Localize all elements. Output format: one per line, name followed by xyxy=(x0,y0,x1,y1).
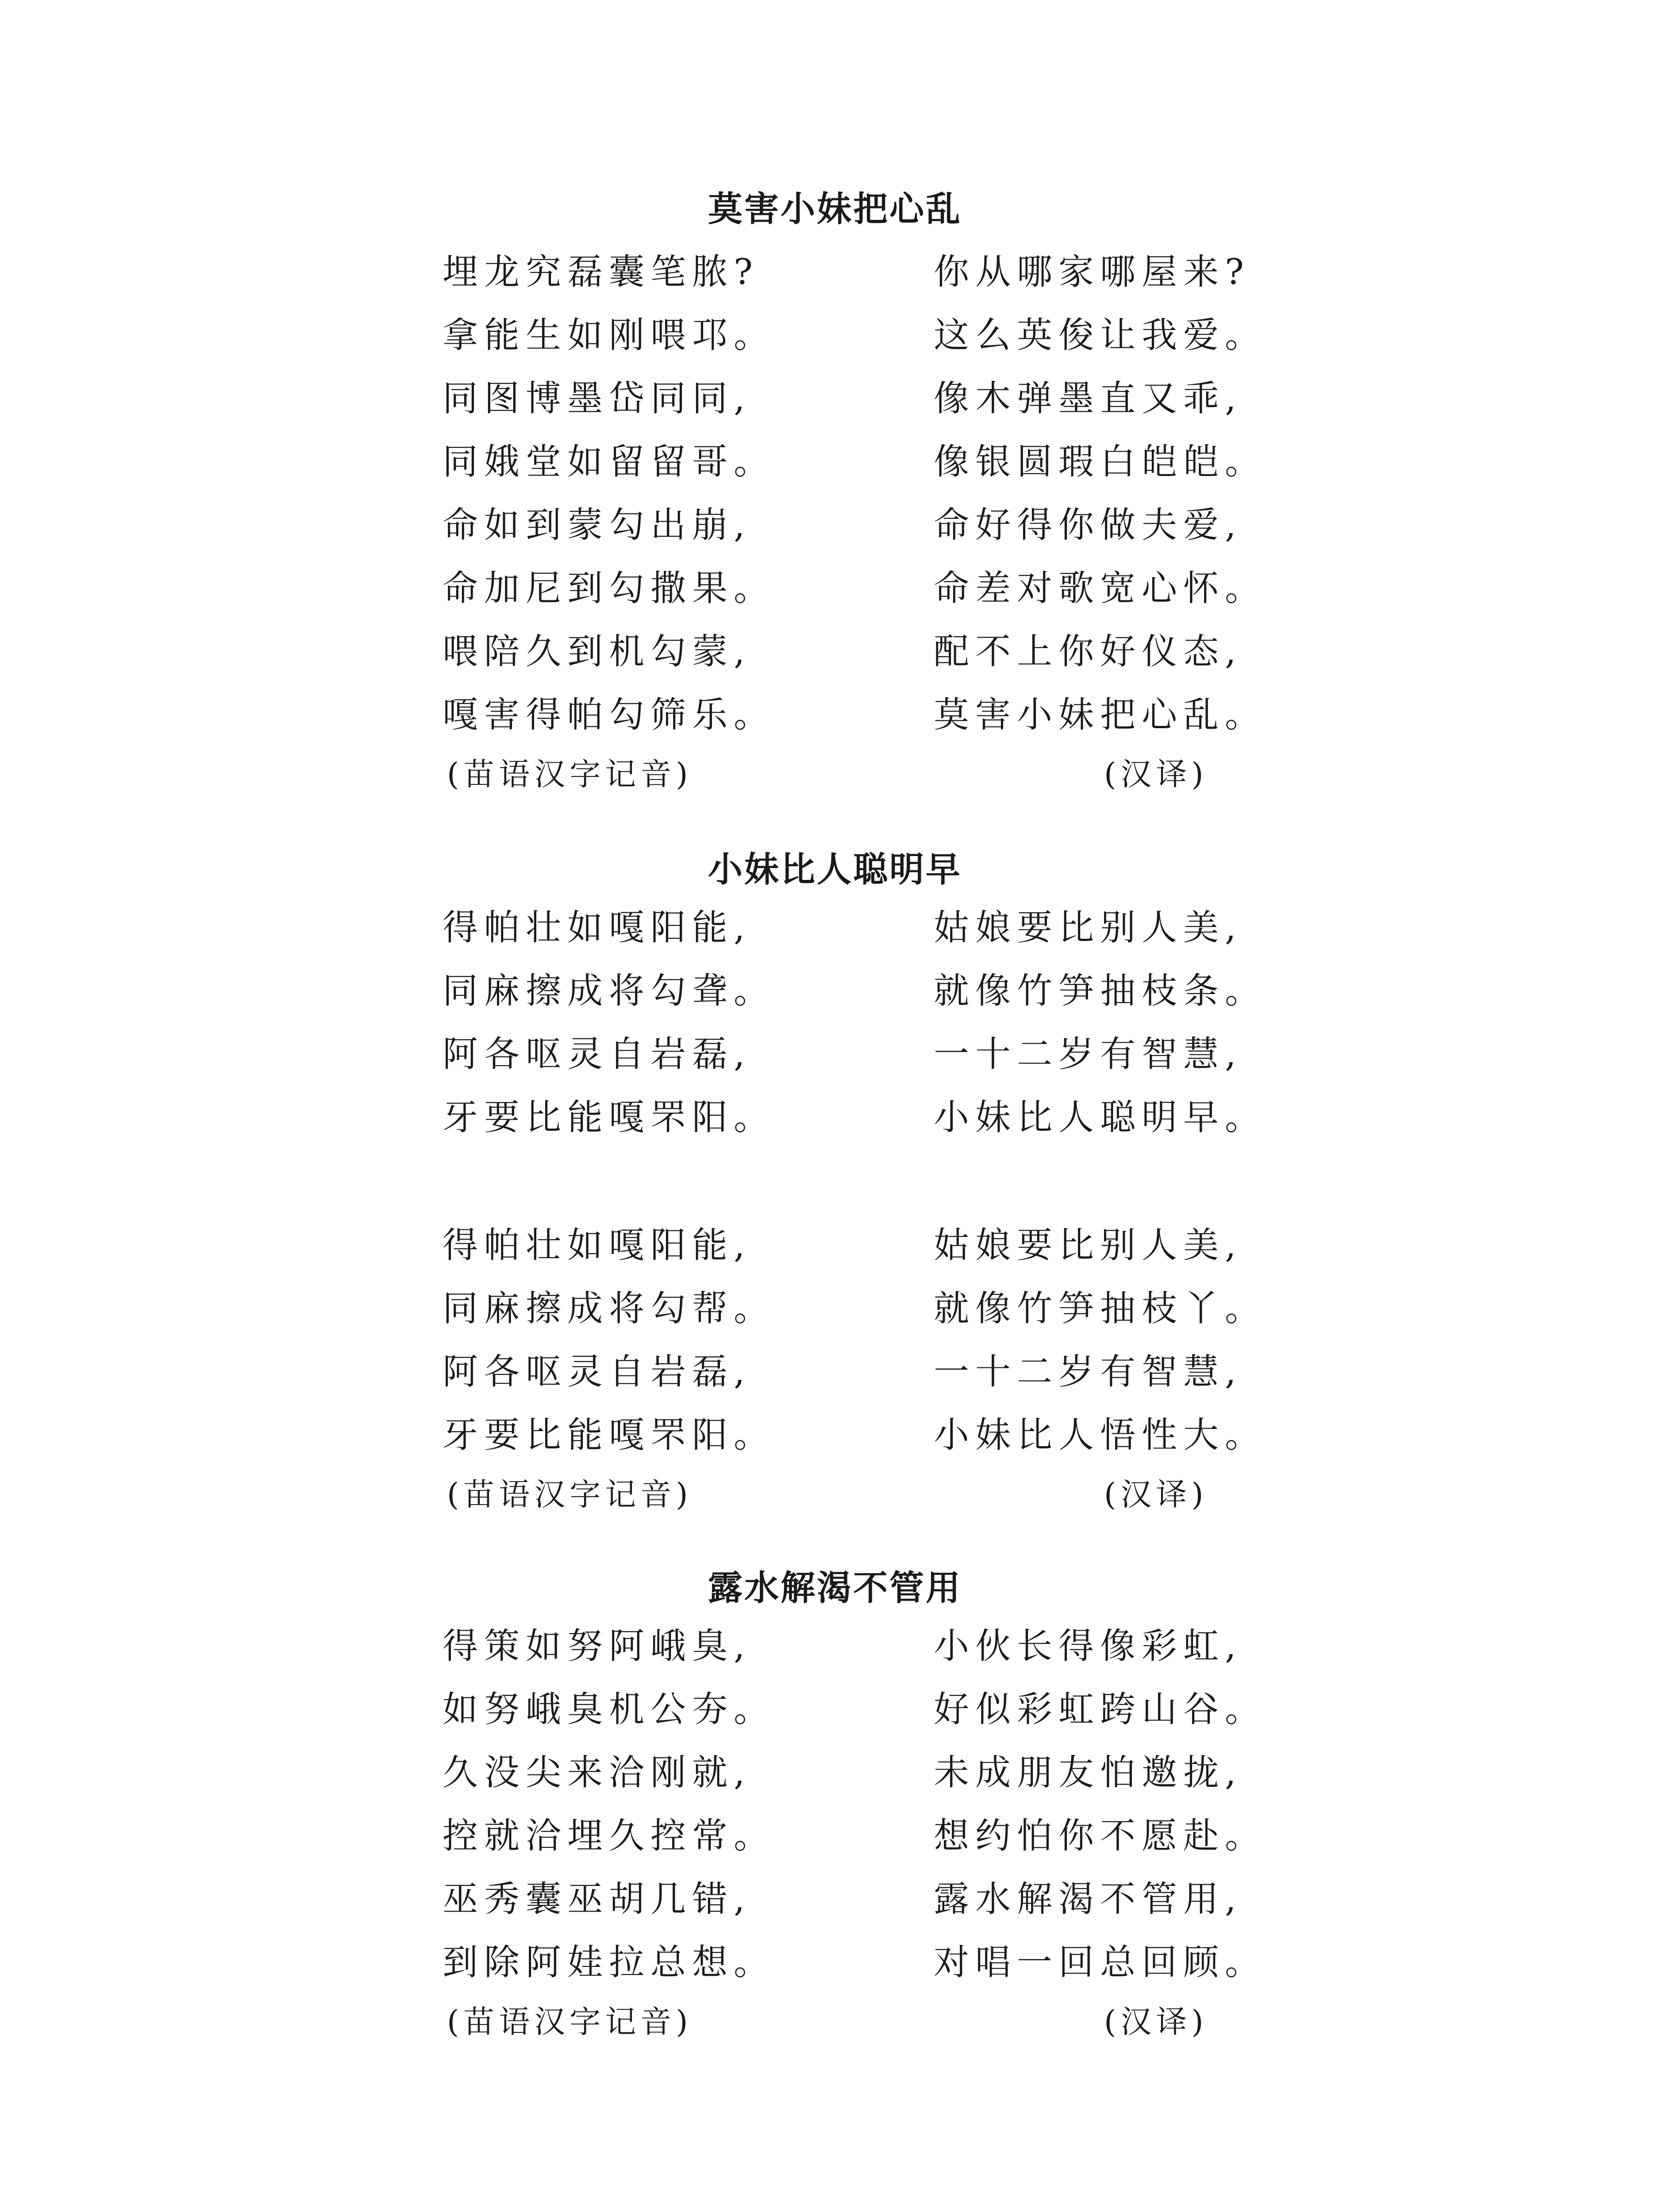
poem-line-han: 小妹比人聪明早。 xyxy=(934,1097,1266,1138)
poem-line-miao: 同麻擦成将勾聋。 xyxy=(443,970,775,1011)
poem-line-han: 姑娘要比别人美, xyxy=(934,1225,1243,1266)
poem-line-han: 莫害小妹把心乱。 xyxy=(934,694,1266,735)
poem-line-miao: 拿能生如刚喂邛。 xyxy=(443,315,775,356)
poem-line-miao: 久没尖来洽刚就, xyxy=(443,1752,751,1793)
poem-line-han: 小妹比人悟性大。 xyxy=(934,1414,1266,1455)
poem-line-han: 未成朋友怕邀拢, xyxy=(934,1752,1243,1793)
note-han-translation: (汉译) xyxy=(1104,1476,1208,1513)
poem-line-han: 想约怕你不愿赴。 xyxy=(934,1815,1266,1856)
poem-line-miao: 得帕壮如嘎阳能, xyxy=(443,1225,751,1266)
note-han-translation: (汉译) xyxy=(1104,756,1208,792)
poem-line-miao: 得策如努阿峨臭, xyxy=(443,1625,751,1667)
poem-line-han: 这么英俊让我爱。 xyxy=(934,315,1266,356)
poem-line-miao: 到除阿娃拉总想。 xyxy=(443,1942,775,1983)
poem-line-han: 就像竹笋抽枝丫。 xyxy=(934,1288,1266,1329)
poem-line-han: 小伙长得像彩虹, xyxy=(934,1625,1243,1667)
poem-line-han: 就像竹笋抽枝条。 xyxy=(934,970,1266,1011)
poem-line-miao: 阿各呕灵自岩磊, xyxy=(443,1351,751,1392)
poem-line-miao: 阿各呕灵自岩磊, xyxy=(443,1033,751,1075)
poem-line-han: 命好得你做夫爱, xyxy=(934,504,1243,545)
poem-line-miao: 嘎害得帕勾筛乐。 xyxy=(443,694,775,735)
note-miao-transcription: (苗语汉字记音) xyxy=(447,756,693,792)
poem-line-miao: 命加尼到勾撒果。 xyxy=(443,568,775,609)
poem-line-han: 一十二岁有智慧, xyxy=(934,1033,1243,1075)
poem-line-miao: 如努峨臭机公夯。 xyxy=(443,1689,775,1730)
poem-title: 露水解渴不管用 xyxy=(708,1568,962,1608)
poem-line-miao: 控就洽埋久控常。 xyxy=(443,1815,775,1856)
poem-line-han: 命差对歌宽心怀。 xyxy=(934,568,1266,609)
poem-line-miao: 命如到蒙勾出崩, xyxy=(443,504,751,545)
poem-line-miao: 同麻擦成将勾帮。 xyxy=(443,1288,775,1329)
poem-line-han: 像木弹墨直又乖, xyxy=(934,378,1243,419)
poem-title: 小妹比人聪明早 xyxy=(708,850,962,890)
poem-line-miao: 埋龙究磊囊笔脓? xyxy=(443,251,759,292)
poem-line-han: 好似彩虹跨山谷。 xyxy=(934,1689,1266,1730)
poem-line-han: 露水解渴不管用, xyxy=(934,1878,1243,1920)
poem-line-miao: 牙要比能嘎罘阳。 xyxy=(443,1097,775,1138)
poem-line-miao: 同图博墨岱同同, xyxy=(443,378,751,419)
note-han-translation: (汉译) xyxy=(1104,2004,1208,2040)
poem-line-miao: 同娥堂如留留哥。 xyxy=(443,441,775,482)
poem-line-miao: 巫秀囊巫胡几错, xyxy=(443,1878,751,1920)
note-miao-transcription: (苗语汉字记音) xyxy=(447,1476,693,1513)
poem-line-han: 姑娘要比别人美, xyxy=(934,907,1243,948)
poem-line-miao: 牙要比能嘎罘阳。 xyxy=(443,1414,775,1455)
poem-title: 莫害小妹把心乱 xyxy=(708,189,962,229)
poem-line-miao: 得帕壮如嘎阳能, xyxy=(443,907,751,948)
poem-line-han: 对唱一回总回顾。 xyxy=(934,1942,1266,1983)
poem-line-han: 像银圆瑕白皑皑。 xyxy=(934,441,1266,482)
poem-line-han: 配不上你好仪态, xyxy=(934,631,1243,672)
poem-line-miao: 喂陪久到机勾蒙, xyxy=(443,631,751,672)
poem-line-han: 一十二岁有智慧, xyxy=(934,1351,1243,1392)
note-miao-transcription: (苗语汉字记音) xyxy=(447,2004,693,2040)
poem-line-han: 你从哪家哪屋来? xyxy=(934,251,1250,292)
